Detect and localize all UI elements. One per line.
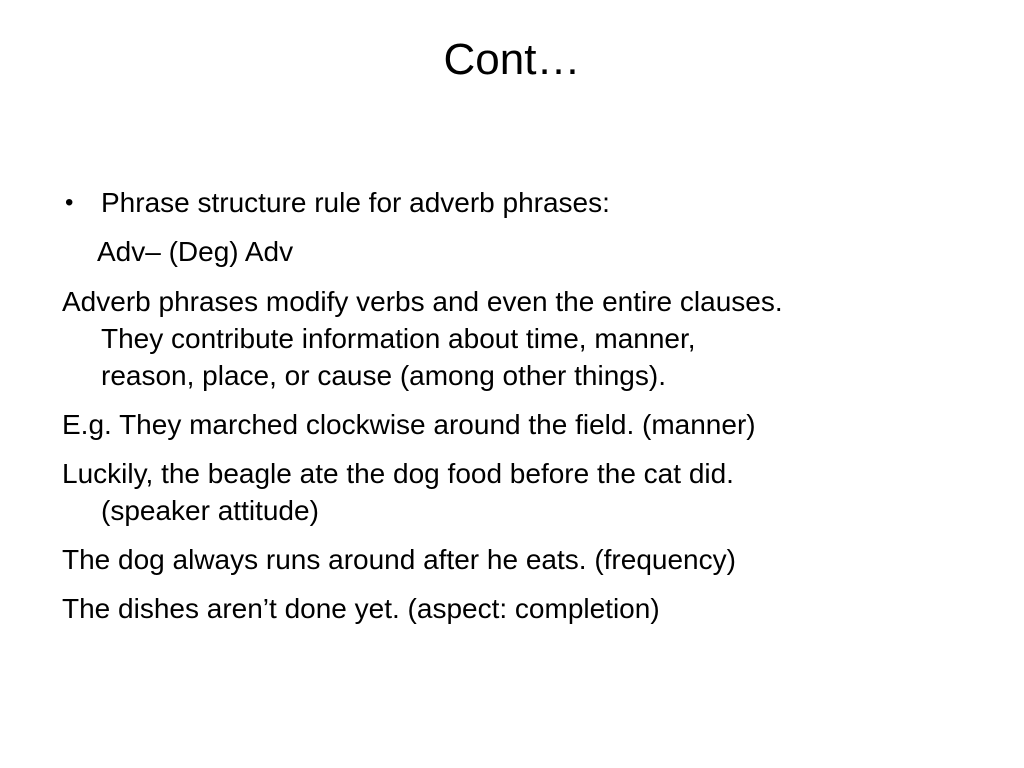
paragraph-line: The dishes aren’t done yet. (aspect: completion) bbox=[62, 593, 660, 624]
slide-title: Cont… bbox=[443, 35, 581, 84]
slide-body bbox=[62, 184, 972, 639]
paragraph-line: E.g. They marched clockwise around the field. (manner) bbox=[62, 409, 756, 440]
paragraph-adverb-description bbox=[62, 283, 972, 394]
paragraph-line: The dog always runs around after he eats. (frequency) bbox=[62, 544, 736, 575]
paragraph-line: Adverb phrases modify verbs and even the entire clauses. bbox=[62, 286, 783, 317]
paragraph-example-manner bbox=[62, 406, 972, 443]
bullet-text: Phrase structure rule for adverb phrases: bbox=[101, 187, 610, 218]
paragraph-example-frequency bbox=[62, 541, 972, 578]
paragraph-line: reason, place, or cause (among other things). bbox=[101, 360, 666, 391]
paragraph-line: Luckily, the beagle ate the dog food before the cat did. bbox=[62, 458, 734, 489]
paragraph-example-completion bbox=[62, 590, 972, 627]
paragraph-example-speaker-attitude bbox=[62, 455, 972, 529]
bullet-point-icon: • bbox=[65, 189, 74, 216]
phrase-structure-rule: Adv– (Deg) Adv bbox=[97, 236, 294, 267]
bullet-item bbox=[62, 184, 972, 221]
paragraph-line: (speaker attitude) bbox=[101, 495, 319, 526]
paragraph-line: They contribute information about time, manner, bbox=[101, 323, 696, 354]
